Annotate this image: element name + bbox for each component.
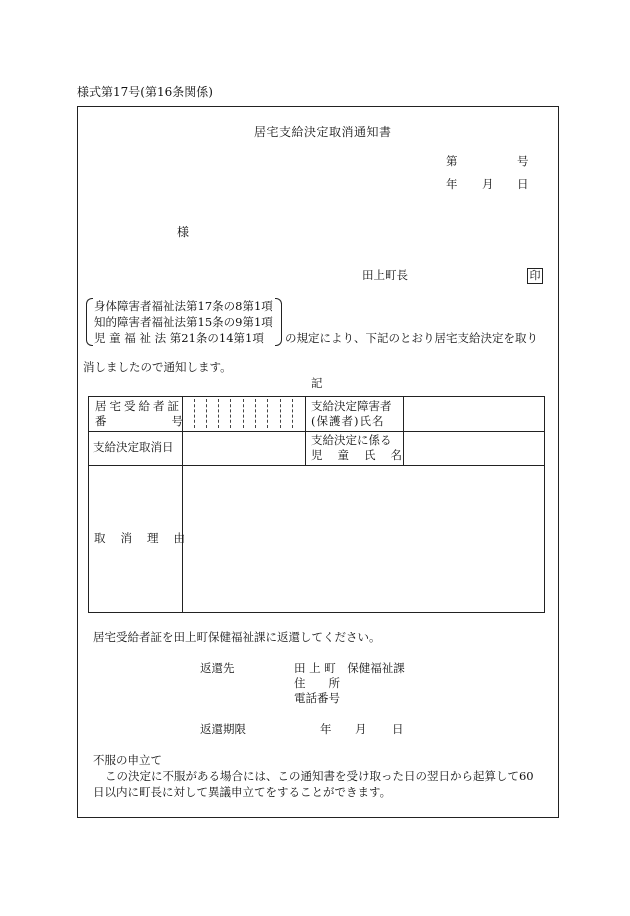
table-outline	[88, 396, 545, 613]
doc-date-month: 月	[482, 177, 494, 191]
law-item: 知的障害者福祉法第15条の9第1項	[94, 315, 273, 329]
issuer-name: 田上町長	[362, 268, 408, 282]
address-label: 住 所	[294, 676, 340, 690]
objection-text-line1: この決定に不服がある場合には、この通知書を受け取った日の翌日から起算して60	[105, 769, 534, 783]
deadline-month: 月	[355, 722, 367, 736]
deadline-label: 返還期限	[200, 722, 246, 736]
deadline-day: 日	[392, 722, 404, 736]
law-item: 身体障害者福祉法第17条の8第1項	[94, 299, 273, 313]
cert-digit-box	[267, 399, 268, 428]
person-label-line1: 支給決定障害者	[311, 399, 392, 413]
phone-label: 電話番号	[294, 691, 340, 705]
objection-title: 不服の申立て	[93, 753, 162, 767]
child-label-line1: 支給決定に係る	[311, 433, 392, 447]
child-label-line2: 児童氏名	[311, 448, 417, 462]
deadline-year: 年	[320, 722, 332, 736]
law-brace-right	[275, 298, 282, 346]
body-text-line1: の規定により、下記のとおり居宅支給決定を取り	[285, 331, 538, 345]
ki-heading: 記	[311, 376, 323, 390]
document-title: 居宅支給決定取消通知書	[254, 125, 392, 139]
law-item: 児 童 福 祉 法 第21条の14第1項	[94, 331, 264, 345]
doc-number-suffix: 号	[517, 154, 529, 168]
objection-text-line2: 日以内に町長に対して異議申立てをすることができます。	[93, 785, 392, 799]
seal-mark: 印	[527, 268, 543, 284]
reason-label: 取消理由	[94, 531, 200, 545]
person-label-line2: (保護者)氏名	[311, 414, 385, 428]
return-to-label: 返還先	[200, 661, 235, 675]
table-row-divider	[88, 465, 545, 466]
return-to-value: 田 上 町 保健福祉課	[294, 661, 405, 675]
return-notice: 居宅受給者証を田上町保健福祉課に返還してください。	[93, 630, 381, 644]
doc-date-day: 日	[517, 177, 529, 191]
cancel-date-label: 支給決定取消日	[93, 440, 174, 454]
cert-label-line1: 居宅受給者証	[95, 399, 182, 413]
table-col-divider	[305, 396, 306, 466]
table-col-divider	[182, 396, 183, 613]
recipient-honorific: 様	[177, 225, 190, 239]
doc-number-prefix: 第	[446, 154, 458, 168]
cert-digit-box	[292, 399, 293, 428]
cert-digit-box	[255, 399, 256, 428]
table-row-divider	[88, 431, 545, 432]
form-number: 様式第17号(第16条関係)	[77, 85, 213, 99]
body-text-line2: 消しましたので通知します。	[83, 360, 232, 374]
doc-date-year: 年	[446, 177, 458, 191]
law-brace-left	[86, 298, 93, 346]
cert-label-line2: 番号	[95, 414, 248, 428]
cert-digit-box	[280, 399, 281, 428]
